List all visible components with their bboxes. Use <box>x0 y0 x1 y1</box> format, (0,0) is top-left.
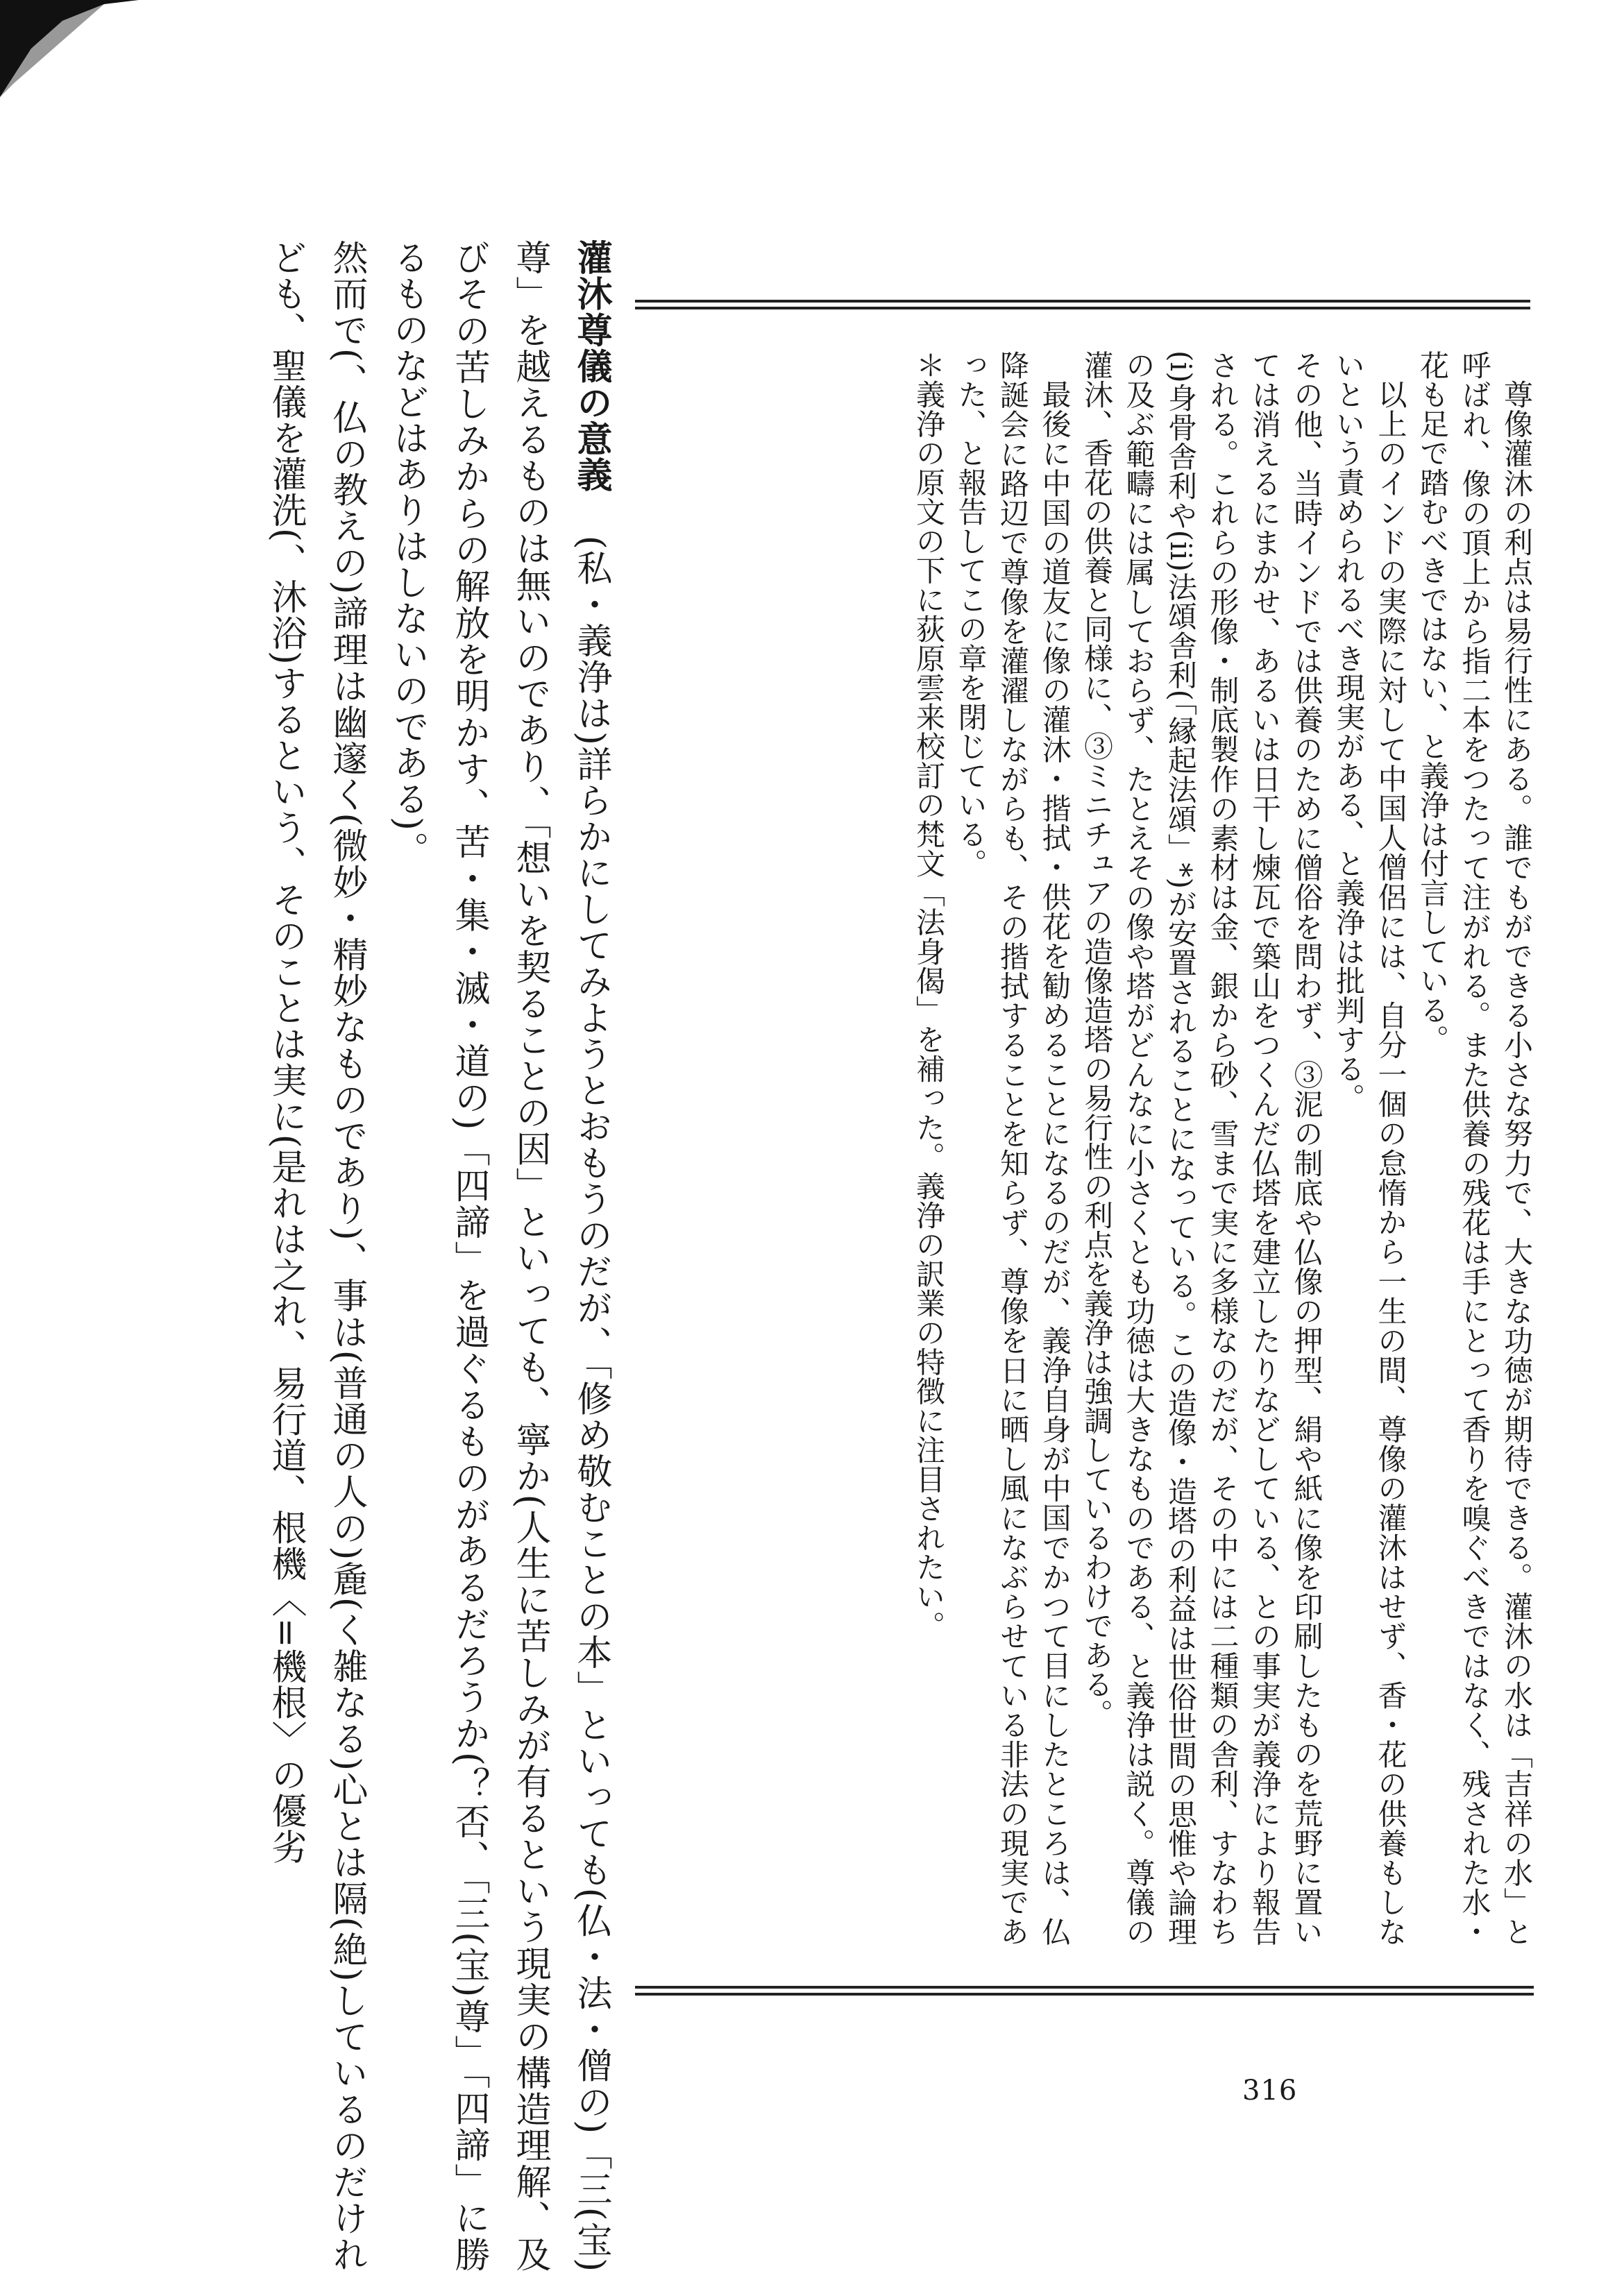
commentary-paragraph-1: 尊像灌沐の利点は易行性にある。誰でもができる小さな努力で、大きな功徳が期待できる。灌沐の水は「吉祥の水」と呼ばれ、像の頂上から指二本をつたって注がれる。また供養の残花は手にとって香りを嗅ぐべきではなく、残された水・花も足で踏むべきではない、と義浄は付言している。 <box>1416 350 1534 1947</box>
box-top-rule <box>635 300 1530 303</box>
scan-shadow-corner <box>0 0 139 111</box>
commentary-paragraph-2: 以上のインドの実際に対して中国人僧侶には、自分一個の怠惰から一生の間、尊像の灌沐はせず、香・花の供養もしないという責められるべき現実がある、と義浄は批判する。 <box>1332 350 1408 1947</box>
section-heading: 灌沐尊儀の意義 <box>570 239 611 493</box>
translation-paragraph-2: 然而で(、仏の教えの)諦理は幽邃く(微妙・精妙なものであり)、事は(普通の人の)麁(く雑なる)心とは隔(絶)しているのだけれども、聖儀を灌洗(、沐浴)するという、そのことは実に(是れは之れ、易行道、根機〈=機根〉の優劣 <box>265 239 367 2272</box>
main-translation <box>24 239 621 2272</box>
boxed-commentary <box>635 350 1537 1946</box>
translation-paragraph-1: (私・義浄は)詳らかにしてみようとおもうのだが、「修め敬むことの本」といっても(仏・法・僧の)「三(宝)尊」を越えるものは無いのであり、「想いを契ることの因」といっても、寧か(人生に苦しみが有るという現実の構造理解、及びその苦しみからの解放を明かす、苦・集・滅・道の)「四諦」を過ぐるものがあるだろうか(？否、「三(宝)尊」「四諦」に勝るものなどはありはしないのである)。 <box>387 239 611 2272</box>
box-top-rule-inner <box>635 307 1530 309</box>
commentary-paragraph-4: 最後に中国の道友に像の灌沐・揩拭・供花を勧めることになるのだが、義浄自身が中国でかつて目にしたところは、仏降誕会に路辺で尊像を灌濯しながらも、その揩拭することを知らず、尊像を日に晒し風になぶらせている非法の現実であった、と報告してこの章を閉じている。 <box>954 350 1072 1946</box>
box-bottom-rule-inner <box>635 1993 1534 1996</box>
page-number: 316 <box>1242 2075 1298 2107</box>
box-bottom-rule <box>635 1986 1534 1989</box>
commentary-paragraph-3: その他、当時インドでは供養のために僧俗を問わず、③泥の制底や仏像の押型、絹や紙に像を印刷したものを荒野に置いては消えるにまかせ、あるいは日干し煉瓦で築山をつくんだ仏塔を建立したりなどしている、との事実が義浄により報告される。これらの形像・制底製作の素材は金、銀から砂、雪まで実に多様なのだが、その中には二種類の舎利、すなわち(i)身骨舎利や(ii)法頌舎利(「縁起法頌」*)が安置されることになっている。この造像・造塔の利益は世俗世間の思惟や論理の及ぶ範疇には属しておらず、たとえその像や塔がどんなに小さくとも功徳は大きなものである、と義浄は説く。尊儀の灌沐、香花の供養と同様に、③ミニチュアの造像造塔の易行性の利点を義浄は強調しているわけである。 <box>1080 350 1324 1946</box>
commentary-footnote: ＊義浄の原文の下に荻原雲来校訂の梵文「法身偈」を補った。義浄の訳業の特徴に注目されたい。 <box>912 350 946 1640</box>
